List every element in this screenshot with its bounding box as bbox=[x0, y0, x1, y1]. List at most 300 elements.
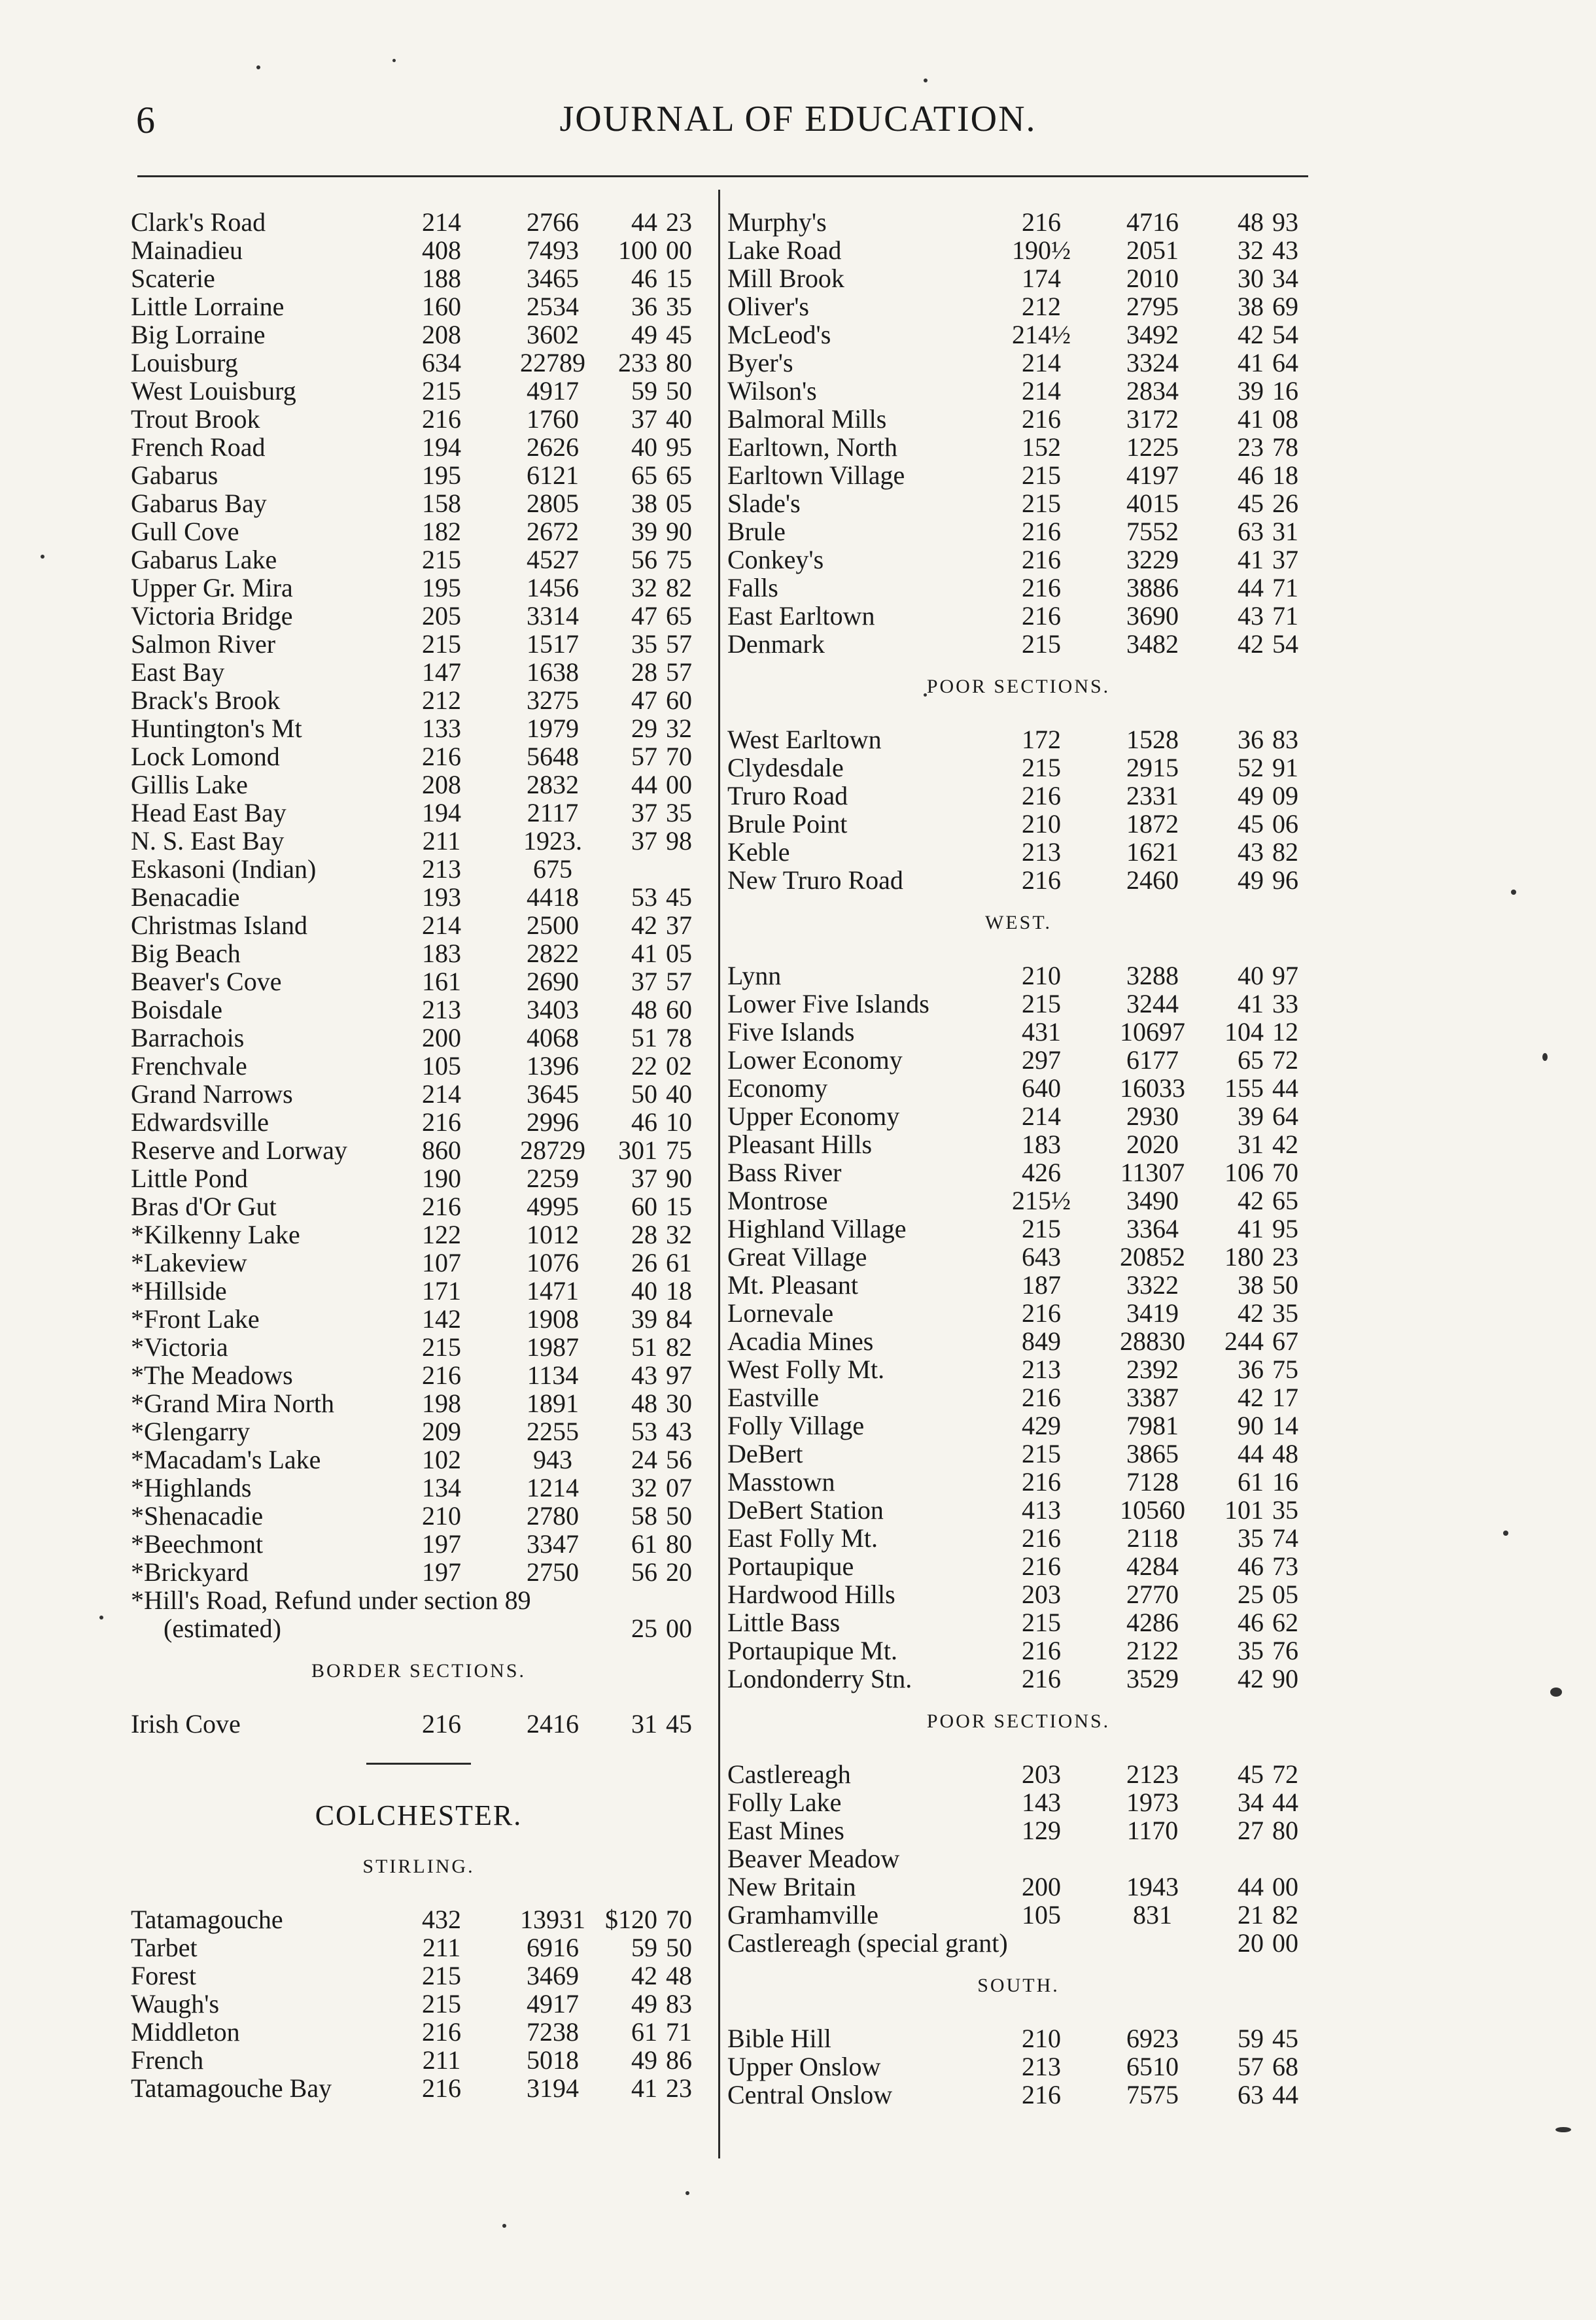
row-dollars: 39 bbox=[1238, 1101, 1264, 1131]
row-dollars: 56 bbox=[631, 1557, 657, 1587]
row-value-a: 197 bbox=[422, 1529, 461, 1559]
row-value-a: 215 bbox=[422, 1961, 461, 1990]
row-dollars: 34 bbox=[1238, 1788, 1264, 1817]
row-dollars: 44 bbox=[631, 770, 657, 799]
row-name: *Lakeview bbox=[131, 1248, 247, 1277]
table-row bbox=[131, 1962, 706, 1990]
south-heading: SOUTH. bbox=[977, 1975, 1060, 1996]
row-dollars: 57 bbox=[1238, 2052, 1264, 2081]
refund-row-estimated bbox=[131, 1614, 706, 1642]
row-cents: 40 bbox=[666, 404, 692, 434]
row-value-a: 216 bbox=[1022, 207, 1061, 237]
table-row bbox=[727, 1580, 1310, 1608]
table-row bbox=[727, 1636, 1310, 1665]
row-value-b: 28830 bbox=[1120, 1326, 1185, 1356]
row-name: *Brickyard bbox=[131, 1557, 249, 1587]
row-value-a: 426 bbox=[1022, 1158, 1061, 1187]
row-cents: 65 bbox=[666, 460, 692, 490]
row-value-a: 643 bbox=[1022, 1242, 1061, 1272]
row-value-b: 10697 bbox=[1120, 1017, 1185, 1047]
table-row bbox=[727, 1383, 1310, 1411]
row-dollars: 31 bbox=[1238, 1130, 1264, 1159]
table-row bbox=[727, 1411, 1310, 1440]
row-value-b: 1760 bbox=[527, 404, 579, 434]
table-row bbox=[727, 461, 1310, 489]
row-name: Eastville bbox=[727, 1383, 819, 1412]
table-row bbox=[131, 630, 706, 658]
row-name: Mill Brook bbox=[727, 264, 844, 293]
row-dollars: 42 bbox=[631, 910, 657, 940]
row-value-a: 215 bbox=[422, 376, 461, 406]
row-value-b: 6916 bbox=[527, 1933, 579, 1962]
row-name: Gramhamville bbox=[727, 1900, 879, 1930]
table-row bbox=[727, 866, 1310, 894]
row-dollars: 25 bbox=[631, 1614, 657, 1643]
row-value-b: 3244 bbox=[1126, 989, 1179, 1018]
table-row bbox=[131, 545, 706, 574]
row-value-a: 212 bbox=[1022, 292, 1061, 321]
row-value-a: 213 bbox=[1022, 2052, 1061, 2081]
row-value-a: 216 bbox=[1022, 517, 1061, 546]
row-value-a: 174 bbox=[1022, 264, 1061, 293]
row-cents: 30 bbox=[666, 1389, 692, 1418]
row-value-a: 216 bbox=[1022, 2080, 1061, 2109]
row-cents: 97 bbox=[1272, 961, 1298, 990]
row-cents: 45 bbox=[666, 320, 692, 349]
row-name: Louisburg bbox=[131, 348, 238, 377]
table-row bbox=[131, 405, 706, 433]
row-dollars: 63 bbox=[1238, 517, 1264, 546]
row-name: Folly Village bbox=[727, 1411, 865, 1440]
row-dollars: 40 bbox=[631, 432, 657, 462]
row-name: Mainadieu bbox=[131, 235, 243, 265]
row-value-b: 1076 bbox=[527, 1248, 579, 1277]
row-cents: 70 bbox=[1272, 1158, 1298, 1187]
row-value-b: 4995 bbox=[527, 1192, 579, 1221]
row-cents: 84 bbox=[666, 1304, 692, 1334]
row-dollars: 180 bbox=[1224, 1242, 1264, 1272]
row-dollars: 155 bbox=[1224, 1073, 1264, 1103]
row-cents: 76 bbox=[1272, 1636, 1298, 1665]
row-value-b: 2020 bbox=[1126, 1130, 1179, 1159]
row-cents: 98 bbox=[666, 826, 692, 856]
row-name: *The Meadows bbox=[131, 1360, 293, 1390]
row-name: Little Bass bbox=[727, 1608, 841, 1637]
row-value-b: 5648 bbox=[527, 742, 579, 771]
row-value-b: 4716 bbox=[1126, 207, 1179, 237]
row-cents: 61 bbox=[666, 1248, 692, 1277]
table-row bbox=[131, 1024, 706, 1052]
row-cents: 90 bbox=[666, 517, 692, 546]
row-dollars: 52 bbox=[1238, 753, 1264, 782]
row-value-a: 413 bbox=[1022, 1495, 1061, 1525]
row-name: Denmark bbox=[727, 629, 825, 659]
row-name: Gillis Lake bbox=[131, 770, 248, 799]
row-cents: 00 bbox=[666, 770, 692, 799]
table-row bbox=[727, 1873, 1310, 1901]
row-dollars: 41 bbox=[1238, 989, 1264, 1018]
table-row bbox=[727, 1355, 1310, 1383]
row-dollars: 47 bbox=[631, 685, 657, 715]
table-row bbox=[131, 2074, 706, 2102]
row-name: Gabarus bbox=[131, 460, 218, 490]
row-name: Christmas Island bbox=[131, 910, 307, 940]
row-dollars: 30 bbox=[1238, 264, 1264, 293]
row-cents: 48 bbox=[666, 1961, 692, 1990]
row-dollars: 44 bbox=[1238, 1439, 1264, 1468]
row-dollars: 41 bbox=[1238, 1214, 1264, 1243]
row-value-a: 432 bbox=[422, 1905, 461, 1934]
table-row bbox=[131, 1530, 706, 1558]
row-name: Portaupique Mt. bbox=[727, 1636, 897, 1665]
row-value-a: 129 bbox=[1022, 1816, 1061, 1845]
table-row bbox=[131, 939, 706, 967]
table-row bbox=[727, 1299, 1310, 1327]
table-row bbox=[131, 1446, 706, 1474]
row-dollars: 43 bbox=[1238, 601, 1264, 631]
row-value-b: 4917 bbox=[527, 1989, 579, 2018]
row-dollars: 21 bbox=[1238, 1900, 1264, 1930]
row-cents: 31 bbox=[1272, 517, 1298, 546]
row-value-b: 3322 bbox=[1126, 1270, 1179, 1300]
row-dollars: 90 bbox=[1238, 1411, 1264, 1440]
row-cents: 05 bbox=[666, 489, 692, 518]
row-dollars: 36 bbox=[1238, 1355, 1264, 1384]
row-value-b: 2750 bbox=[527, 1557, 579, 1587]
row-name: Bass River bbox=[727, 1158, 842, 1187]
row-name: Portaupique bbox=[727, 1551, 854, 1581]
table-row bbox=[727, 630, 1310, 658]
table-row bbox=[131, 658, 706, 686]
table-row bbox=[727, 1552, 1310, 1580]
table-row bbox=[727, 320, 1310, 349]
table-row bbox=[727, 264, 1310, 292]
row-cents: 35 bbox=[1272, 1495, 1298, 1525]
row-value-b: 1891 bbox=[527, 1389, 579, 1418]
row-value-a: 215 bbox=[1022, 753, 1061, 782]
row-value-a: 849 bbox=[1022, 1326, 1061, 1356]
row-cents: 16 bbox=[1272, 1467, 1298, 1497]
row-cents: 07 bbox=[666, 1473, 692, 1502]
row-value-a: 188 bbox=[422, 264, 461, 293]
row-name: New Britain bbox=[727, 1872, 856, 1901]
row-value-b: 1872 bbox=[1126, 809, 1179, 839]
row-name: Upper Economy bbox=[727, 1101, 900, 1131]
row-dollars: 49 bbox=[631, 2045, 657, 2075]
row-value-b: 3229 bbox=[1126, 545, 1179, 574]
row-name: Castlereagh bbox=[727, 1759, 851, 1789]
table-row bbox=[131, 967, 706, 996]
table-row bbox=[131, 2018, 706, 2046]
row-dollars: 47 bbox=[631, 601, 657, 631]
row-cents: 80 bbox=[666, 1529, 692, 1559]
row-cents: 86 bbox=[666, 2045, 692, 2075]
row-cents: 90 bbox=[666, 1164, 692, 1193]
row-value-a: 216 bbox=[422, 1709, 461, 1739]
table-row bbox=[131, 377, 706, 405]
row-name: Barrachois bbox=[131, 1023, 245, 1052]
row-value-b: 675 bbox=[533, 854, 572, 884]
row-name: Great Village bbox=[727, 1242, 867, 1272]
row-name: Forest bbox=[131, 1961, 196, 1990]
row-dollars: 49 bbox=[1238, 865, 1264, 895]
row-cents: 96 bbox=[1272, 865, 1298, 895]
row-name: Economy bbox=[727, 1073, 828, 1103]
table-row bbox=[727, 2024, 1310, 2052]
row-value-b: 3469 bbox=[527, 1961, 579, 1990]
row-value-a: 211 bbox=[422, 826, 461, 856]
row-value-b: 2930 bbox=[1126, 1101, 1179, 1131]
row-cents: 74 bbox=[1272, 1523, 1298, 1553]
row-name: Clydesdale bbox=[727, 753, 844, 782]
row-dollars: 244 bbox=[1224, 1326, 1264, 1356]
row-cents: 57 bbox=[666, 629, 692, 659]
row-value-b: 2672 bbox=[527, 517, 579, 546]
table-row bbox=[131, 1558, 706, 1586]
table-row bbox=[131, 433, 706, 461]
row-name: Reserve and Lorway bbox=[131, 1135, 347, 1165]
row-value-a: 215 bbox=[422, 1332, 461, 1362]
row-value-b: 7238 bbox=[527, 2017, 579, 2047]
table-row bbox=[727, 208, 1310, 236]
table-row bbox=[131, 292, 706, 320]
row-value-b: 2780 bbox=[527, 1501, 579, 1531]
row-name: Masstown bbox=[727, 1467, 835, 1497]
row-name: East Mines bbox=[727, 1816, 844, 1845]
row-value-b: 1456 bbox=[527, 573, 579, 602]
row-name: Central Onslow bbox=[727, 2080, 893, 2109]
row-cents: 72 bbox=[1272, 1045, 1298, 1075]
row-name: Bible Hill bbox=[727, 2024, 831, 2053]
table-row bbox=[727, 2081, 1310, 2109]
row-name: Head East Bay bbox=[131, 798, 286, 827]
row-name: Keble bbox=[727, 837, 790, 867]
row-dollars: 42 bbox=[1238, 1298, 1264, 1328]
row-cents: 50 bbox=[666, 1933, 692, 1962]
row-cents: 71 bbox=[1272, 573, 1298, 602]
row-dollars: 31 bbox=[631, 1709, 657, 1739]
table-row bbox=[131, 517, 706, 545]
row-cents: 40 bbox=[666, 1079, 692, 1109]
row-value-b: 2123 bbox=[1126, 1759, 1179, 1789]
row-name: *Highlands bbox=[131, 1473, 252, 1502]
row-cents: 15 bbox=[666, 1192, 692, 1221]
row-value-a: 216 bbox=[1022, 573, 1061, 602]
stirling-table bbox=[131, 1905, 706, 2102]
row-value-a: 216 bbox=[422, 2073, 461, 2103]
row-value-b: 16033 bbox=[1120, 1073, 1185, 1103]
row-value-a: 187 bbox=[1022, 1270, 1061, 1300]
row-value-a: 210 bbox=[1022, 809, 1061, 839]
row-value-a: 215 bbox=[1022, 1608, 1061, 1637]
table-row bbox=[131, 1990, 706, 2018]
row-name: N. S. East Bay bbox=[131, 826, 285, 856]
row-value-a: 161 bbox=[422, 967, 461, 996]
row-value-b: 1943 bbox=[1126, 1872, 1179, 1901]
row-value-b: 2255 bbox=[527, 1417, 579, 1446]
row-dollars: 101 bbox=[1224, 1495, 1264, 1525]
row-cents: 35 bbox=[666, 798, 692, 827]
row-name: *Shenacadie bbox=[131, 1501, 264, 1531]
row-name: *Hillside bbox=[131, 1276, 227, 1306]
row-value-b: 2690 bbox=[527, 967, 579, 996]
row-cents: 65 bbox=[666, 601, 692, 631]
row-value-a: 215 bbox=[422, 545, 461, 574]
row-name: Brack's Brook bbox=[131, 685, 281, 715]
row-value-a: 182 bbox=[422, 517, 461, 546]
table-row bbox=[131, 1108, 706, 1136]
table-row bbox=[727, 1327, 1310, 1355]
row-value-a: 215 bbox=[1022, 489, 1061, 518]
row-value-a: 216 bbox=[1022, 1298, 1061, 1328]
table-row bbox=[727, 517, 1310, 545]
row-name: Montrose bbox=[727, 1186, 828, 1215]
row-cents: 14 bbox=[1272, 1411, 1298, 1440]
row-value-a: 215 bbox=[422, 629, 461, 659]
row-value-a: 122 bbox=[422, 1220, 461, 1249]
row-value-a: 193 bbox=[422, 882, 461, 912]
row-dollars: 23 bbox=[1238, 432, 1264, 462]
row-cents: 83 bbox=[666, 1989, 692, 2018]
row-dollars: 39 bbox=[631, 517, 657, 546]
table-row bbox=[727, 1901, 1310, 1929]
row-value-b: 2996 bbox=[527, 1107, 579, 1137]
row-value-b: 5018 bbox=[527, 2045, 579, 2075]
row-name: Salmon River bbox=[131, 629, 276, 659]
row-value-b: 1214 bbox=[527, 1473, 579, 1502]
row-name: DeBert Station bbox=[727, 1495, 884, 1525]
row-cents: 68 bbox=[1272, 2052, 1298, 2081]
table-row bbox=[727, 1102, 1310, 1130]
row-name: Little Pond bbox=[131, 1164, 248, 1193]
row-value-a: 143 bbox=[1022, 1788, 1061, 1817]
row-dollars: 44 bbox=[1238, 573, 1264, 602]
row-value-a: 297 bbox=[1022, 1045, 1061, 1075]
row-name: Falls bbox=[727, 573, 778, 602]
row-value-b: 2795 bbox=[1126, 292, 1179, 321]
table-row bbox=[131, 2046, 706, 2074]
row-cents: 70 bbox=[666, 742, 692, 771]
row-value-b: 3194 bbox=[527, 2073, 579, 2103]
row-cents: 57 bbox=[666, 657, 692, 687]
row-name: *Grand Mira North bbox=[131, 1389, 335, 1418]
row-value-b: 1638 bbox=[527, 657, 579, 687]
row-value-a: 134 bbox=[422, 1473, 461, 1502]
row-dollars: 41 bbox=[631, 2073, 657, 2103]
row-dollars: 39 bbox=[1238, 376, 1264, 406]
row-cents: 73 bbox=[1272, 1551, 1298, 1581]
table-row bbox=[131, 461, 706, 489]
row-name: Irish Cove bbox=[131, 1709, 241, 1739]
row-value-b: 2392 bbox=[1126, 1355, 1179, 1384]
row-dollars: 41 bbox=[1238, 348, 1264, 377]
table-row bbox=[131, 1136, 706, 1164]
row-name: Gabarus Lake bbox=[131, 545, 277, 574]
row-value-b: 4197 bbox=[1126, 460, 1179, 490]
row-value-b: 3403 bbox=[527, 995, 579, 1024]
row-cents: 95 bbox=[1272, 1214, 1298, 1243]
row-value-b: 22789 bbox=[520, 348, 585, 377]
row-value-a: 408 bbox=[422, 235, 461, 265]
row-cents: 64 bbox=[1272, 1101, 1298, 1131]
row-name: West Folly Mt. bbox=[727, 1355, 885, 1384]
row-value-b: 2051 bbox=[1126, 235, 1179, 265]
west-heading: WEST. bbox=[985, 912, 1052, 933]
row-value-a: 105 bbox=[1022, 1900, 1061, 1930]
row-cents: 26 bbox=[1272, 489, 1298, 518]
row-cents: 20 bbox=[666, 1557, 692, 1587]
table-row bbox=[727, 1468, 1310, 1496]
row-value-a: 213 bbox=[422, 854, 461, 884]
row-value-b: 2500 bbox=[527, 910, 579, 940]
row-value-a: 216 bbox=[422, 1107, 461, 1137]
row-cents: 45 bbox=[666, 1709, 692, 1739]
row-dollars: 43 bbox=[631, 1360, 657, 1390]
row-name: French Road bbox=[131, 432, 266, 462]
row-value-a: 107 bbox=[422, 1248, 461, 1277]
row-value-b: 2416 bbox=[527, 1709, 579, 1739]
row-value-a: 216 bbox=[1022, 1636, 1061, 1665]
row-value-a: 172 bbox=[1022, 725, 1061, 754]
table-row bbox=[131, 1052, 706, 1080]
row-value-b: 2626 bbox=[527, 432, 579, 462]
row-dollars: 29 bbox=[631, 714, 657, 743]
table-row bbox=[727, 377, 1310, 405]
row-cents: 16 bbox=[1272, 376, 1298, 406]
row-value-b: 1528 bbox=[1126, 725, 1179, 754]
row-value-b: 2331 bbox=[1126, 781, 1179, 810]
row-name: West Louisburg bbox=[131, 376, 296, 406]
row-dollars: 104 bbox=[1224, 1017, 1264, 1047]
row-value-a: 214 bbox=[422, 207, 461, 237]
row-name: Big Beach bbox=[131, 939, 241, 968]
row-value-b: 2460 bbox=[1126, 865, 1179, 895]
table-row bbox=[131, 349, 706, 377]
table-row bbox=[727, 753, 1310, 782]
table-row bbox=[131, 770, 706, 799]
row-value-a: 429 bbox=[1022, 1411, 1061, 1440]
row-cents: 50 bbox=[1272, 1270, 1298, 1300]
row-cents: 00 bbox=[666, 1614, 692, 1643]
row-value-b: 6923 bbox=[1126, 2024, 1179, 2053]
row-dollars: 65 bbox=[631, 460, 657, 490]
row-dollars: 51 bbox=[631, 1023, 657, 1052]
row-dollars: 42 bbox=[631, 1961, 657, 1990]
row-cents: 00 bbox=[1272, 1872, 1298, 1901]
row-name: *Beechmont bbox=[131, 1529, 264, 1559]
row-value-b: 20852 bbox=[1120, 1242, 1185, 1272]
row-name: Five Islands bbox=[727, 1017, 855, 1047]
row-name: Lower Five Islands bbox=[727, 989, 929, 1018]
row-value-a: 216 bbox=[422, 1192, 461, 1221]
table-row bbox=[131, 1905, 706, 1933]
column-divider bbox=[718, 190, 720, 2158]
row-value-b: 1517 bbox=[527, 629, 579, 659]
row-value-b: 28729 bbox=[520, 1135, 585, 1165]
row-value-b: 1621 bbox=[1126, 837, 1179, 867]
table-row bbox=[727, 1158, 1310, 1186]
table-row bbox=[727, 574, 1310, 602]
row-value-a: 195 bbox=[422, 573, 461, 602]
county-heading: COLCHESTER. bbox=[315, 1799, 523, 1831]
row-name: Scaterie bbox=[131, 264, 215, 293]
table-row bbox=[727, 433, 1310, 461]
row-value-a: 213 bbox=[1022, 1355, 1061, 1384]
table-row bbox=[131, 236, 706, 264]
row-name: *Front Lake bbox=[131, 1304, 260, 1334]
row-name: Frenchvale bbox=[131, 1051, 247, 1081]
row-dollars: 40 bbox=[1238, 961, 1264, 990]
